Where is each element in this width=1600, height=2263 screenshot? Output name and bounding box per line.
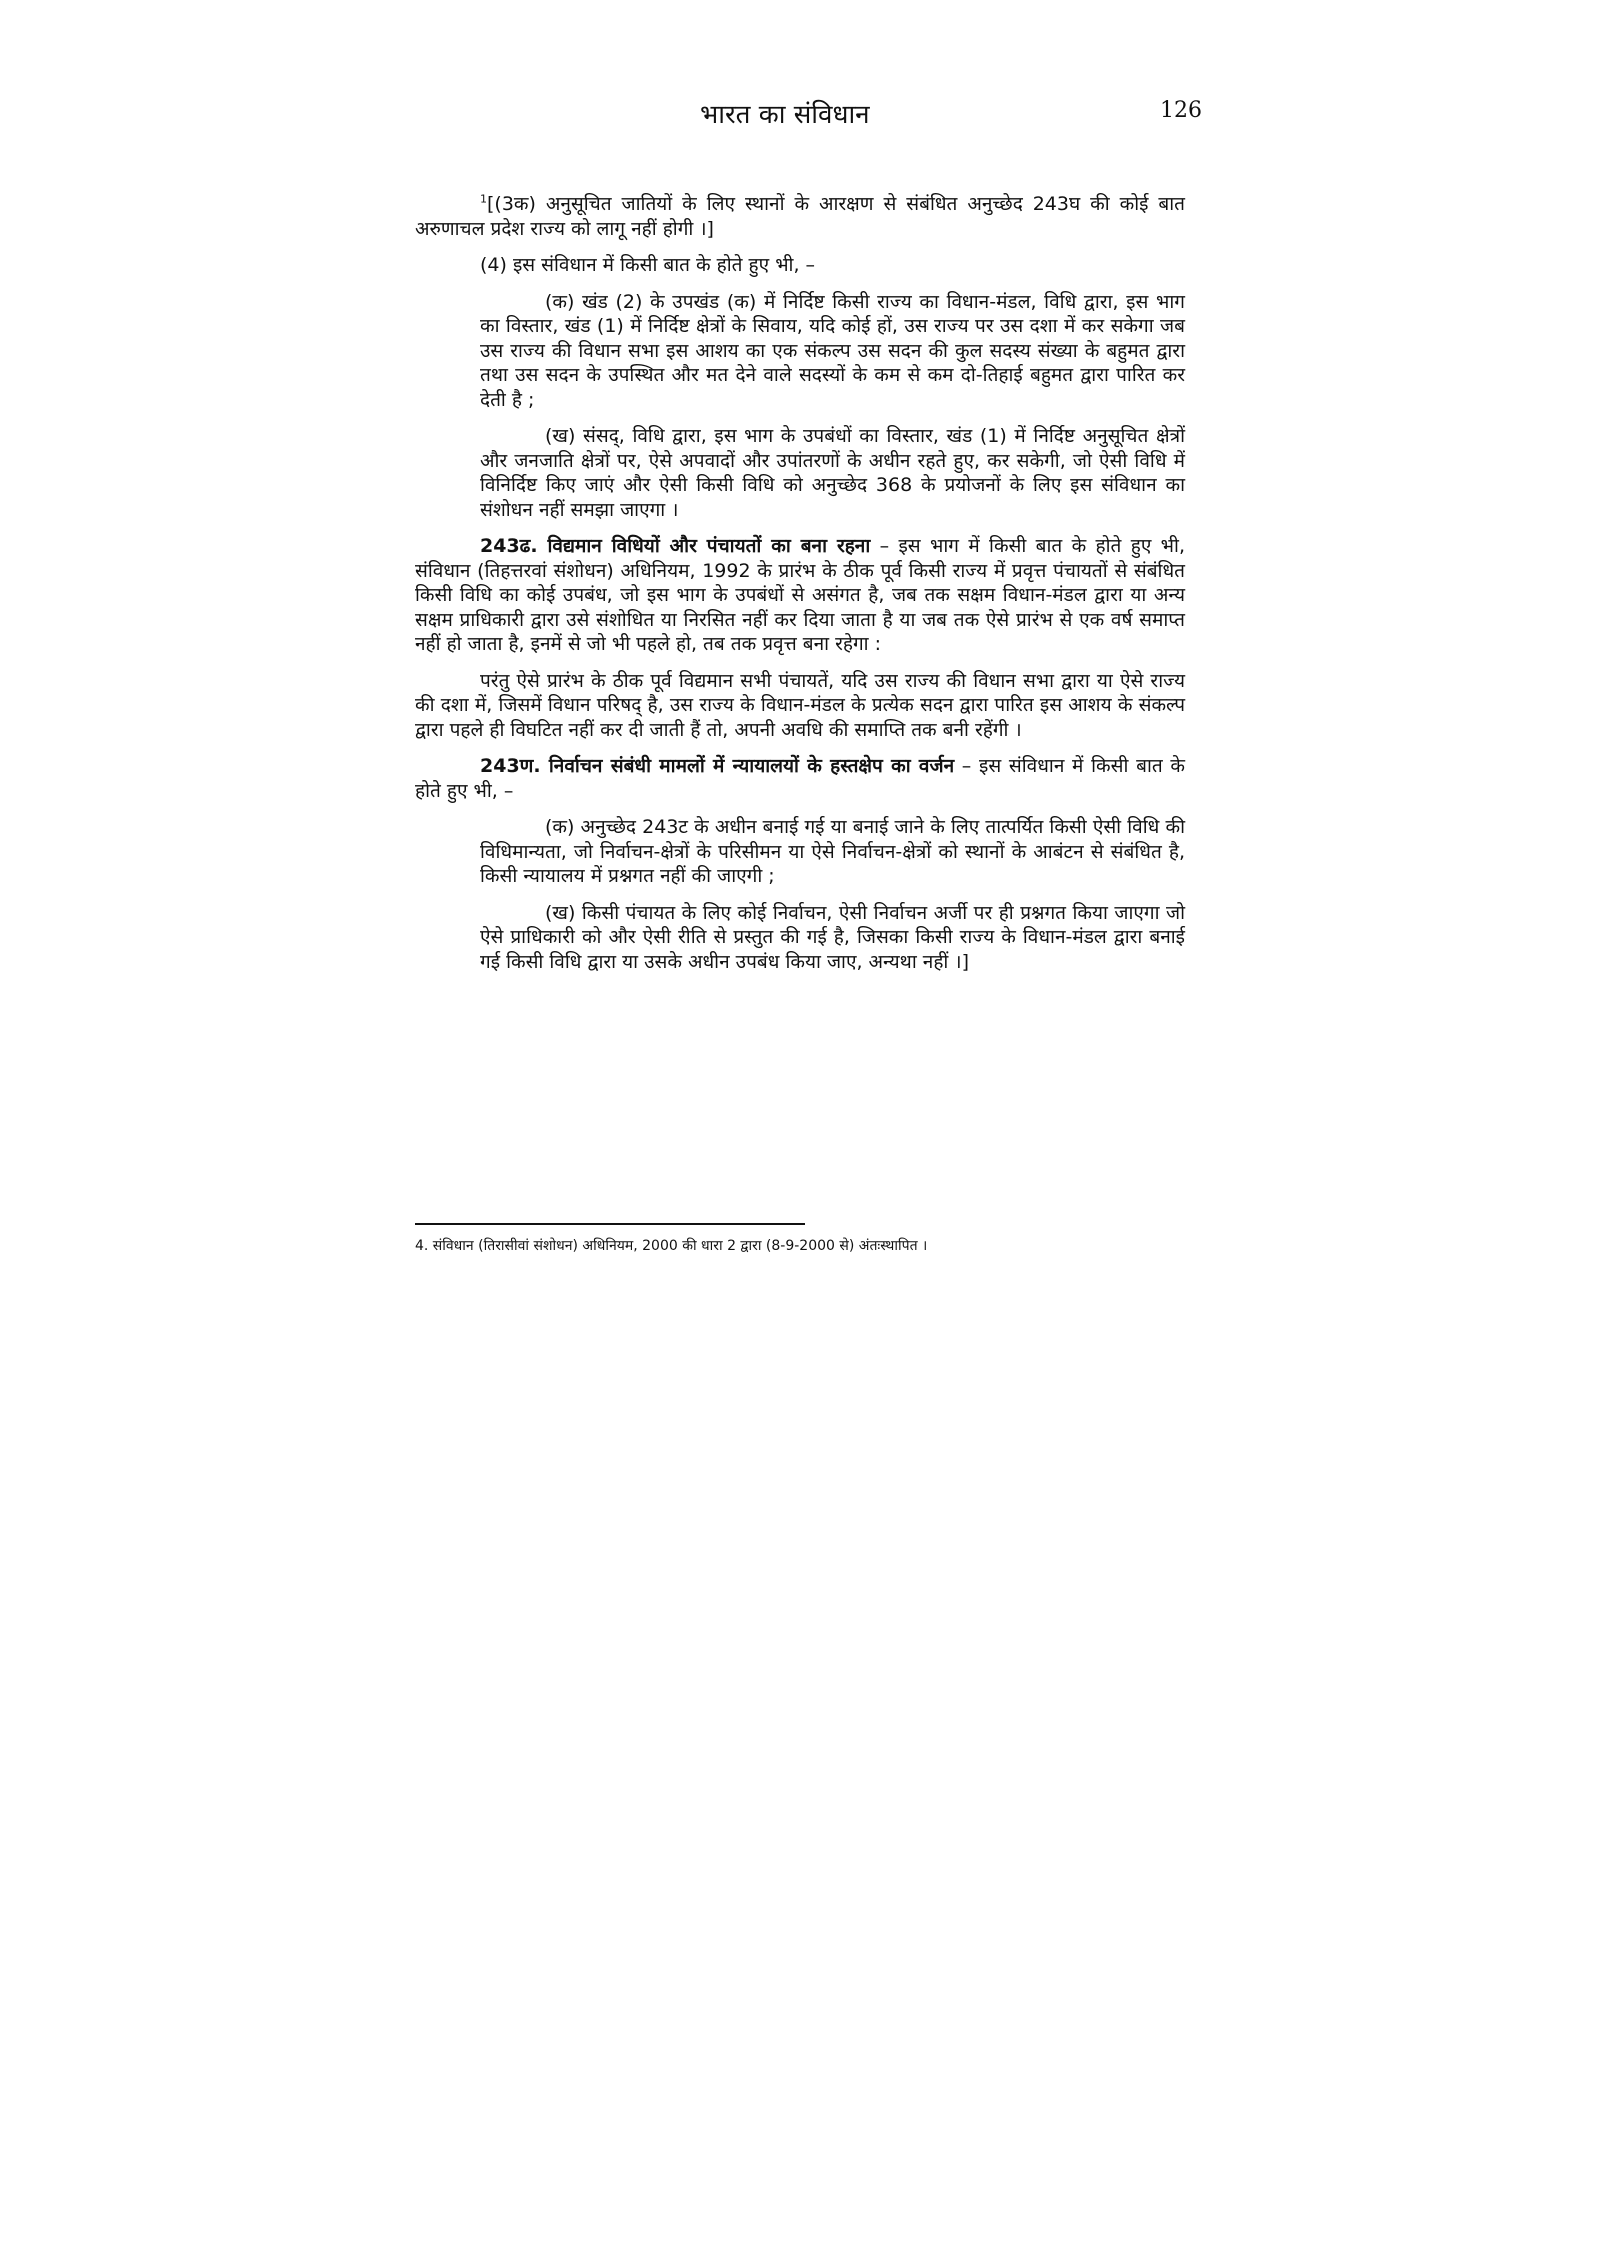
document-body [415,192,1185,986]
footnote-divider [415,1223,805,1225]
clause-4: (4) इस संविधान में किसी बात के होते हुए भी, – [480,254,816,276]
footnote-marker: 1 [480,192,487,206]
article-243dha [415,534,1185,657]
clause-3ka-text: [(3क) अनुसूचित जातियों के लिए स्थानों के आरक्षण से संबंधित अनुच्छेद 243घ की कोई बात अरुणाचल प्रदेश राज्य को लागू नहीं होगी ।] [415,193,1185,240]
article-243dha-heading: 243ढ. विद्यमान विधियों और पंचायतों का बना रहना [480,535,871,557]
page-number: 126 [1160,98,1202,123]
article-243na-kha: (ख) किसी पंचायत के लिए कोई निर्वाचन, ऐसी निर्वाचन अर्जी पर ही प्रश्नगत किया जाएगा जो ऐसे प्राधिकारी को और ऐसी रीति से प्रस्तुत की गई है, जिसका किसी राज्य के विधान-मंडल द्वारा बनाई गई किसी विधि द्वारा या उसके अधीन उपबंध किया जाए, अन्यथा नहीं ।] [480,901,1185,973]
article-243na-text: – इस संविधान में किसी बात के होते हुए भी, – [415,755,1185,802]
proviso: परंतु ऐसे प्रारंभ के ठीक पूर्व विद्यमान सभी पंचायतें, यदि उस राज्य की विधान सभा द्वारा या ऐसे राज्य की दशा में, जिसमें विधान परिषद् है, उस राज्य के विधान-मंडल के प्रत्येक सदन द्वारा पारित इस आशय के संकल्प द्वारा पहले ही विघटित नहीं कर दी जाती हैं तो, अपनी अवधि की समाप्ति तक बनी रहेंगी । [415,669,1185,741]
article-243dha-text: – इस भाग में किसी बात के होते हुए भी, संविधान (तिहत्तरवां संशोधन) अधिनियम, 1992 के प्रारंभ के ठीक पूर्व किसी राज्य में प्रवृत्त पंचायतों से संबंधित किसी विधि का कोई उपबंध, जो इस भाग के उपबंधों से असंगत है, जब तक सक्षम विधान-मंडल द्वारा या अन्य सक्षम प्राधिकारी द्वारा उसे संशोधित या निरसित नहीं कर दिया जाता है या जब तक ऐसे प्रारंभ से एक वर्ष समाप्त नहीं हो जाता है, इनमें से जो भी पहले हो, तब तक प्रवृत्त बना रहेगा : [415,535,1185,655]
clause-3ka [415,192,1185,241]
article-243na-heading: 243ण. निर्वाचन संबंधी मामलों में न्यायालयों के हस्तक्षेप का वर्जन [480,755,955,777]
article-243na [415,754,1185,803]
footnote: 4. संविधान (तिरासीवां संशोधन) अधिनियम, 2000 की धारा 2 द्वारा (8-9-2000 से) अंतःस्थापित । [415,1238,928,1254]
article-243na-ka: (क) अनुच्छेद 243ट के अधीन बनाई गई या बनाई जाने के लिए तात्पर्यित किसी ऐसी विधि की विधिमान्यता, जो निर्वाचन-क्षेत्रों के परिसीमन या ऐसे निर्वाचन-क्षेत्रों को स्थानों के आबंटन से संबंधित है, किसी न्यायालय में प्रश्नगत नहीं की जाएगी ; [480,816,1185,887]
clause-4-kha: (ख) संसद्, विधि द्वारा, इस भाग के उपबंधों का विस्तार, खंड (1) में निर्दिष्ट अनुसूचित क्षेत्रों और जनजाति क्षेत्रों पर, ऐसे अपवादों और उपांतरणों के अधीन रहते हुए, कर सकेगी, जो ऐसी विधि में विनिर्दिष्ट किए जाएं और ऐसी किसी विधि को अनुच्छेद 368 के प्रयोजनों के लिए इस संविधान का संशोधन नहीं समझा जाएगा । [480,425,1185,521]
page-title: भारत का संविधान [700,100,870,130]
clause-4-ka: (क) खंड (2) के उपखंड (क) में निर्दिष्ट किसी राज्य का विधान-मंडल, विधि द्वारा, इस भाग का विस्तार, खंड (1) में निर्दिष्ट क्षेत्रों के सिवाय, यदि कोई हों, उस राज्य पर उस दशा में कर सकेगा जब उस राज्य की विधान सभा इस आशय का एक संकल्प उस सदन की कुल सदस्य संख्या के बहुमत द्वारा तथा उस सदन के उपस्थित और मत देने वाले सदस्यों के कम से कम दो-तिहाई बहुमत द्वारा पारित कर देती है ; [480,290,1185,411]
